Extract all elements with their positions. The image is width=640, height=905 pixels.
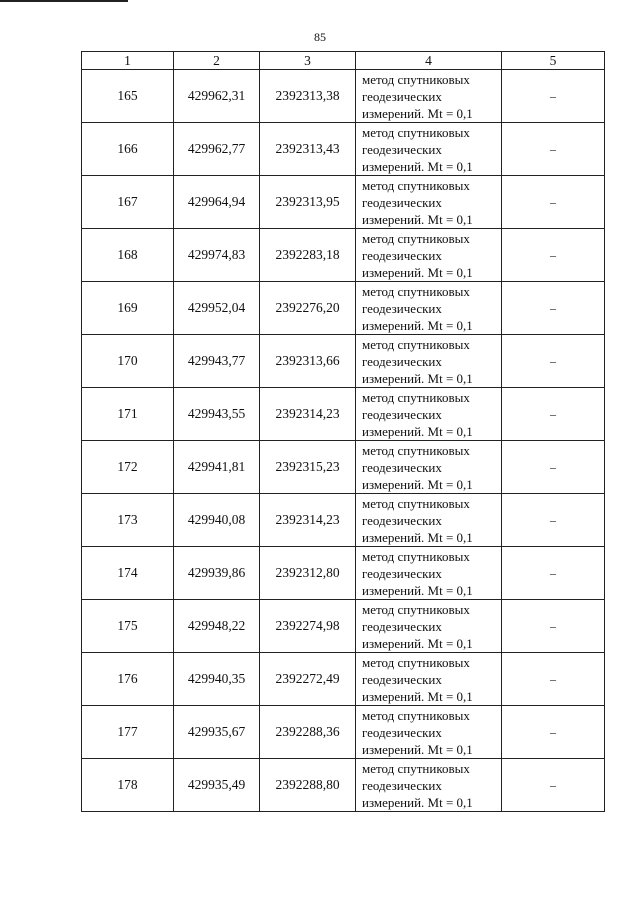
note-cell: –: [502, 229, 605, 282]
method-cell: метод спутниковых геодезических измерений. Mt = 0,1: [356, 653, 502, 706]
point-number-cell: 166: [82, 123, 174, 176]
header-col-5: 5: [502, 52, 605, 70]
y-coordinate-cell: 2392288,80: [260, 759, 356, 812]
x-coordinate-cell: 429948,22: [174, 600, 260, 653]
table-body: [82, 70, 605, 812]
method-cell: метод спутниковых геодезических измерений. Mt = 0,1: [356, 123, 502, 176]
y-coordinate-cell: 2392312,80: [260, 547, 356, 600]
table-row: [82, 388, 605, 441]
method-cell: метод спутниковых геодезических измерений. Mt = 0,1: [356, 759, 502, 812]
point-number-cell: 168: [82, 229, 174, 282]
method-cell: метод спутниковых геодезических измерений. Mt = 0,1: [356, 388, 502, 441]
note-cell: –: [502, 335, 605, 388]
point-number-cell: 167: [82, 176, 174, 229]
point-number-cell: 171: [82, 388, 174, 441]
y-coordinate-cell: 2392283,18: [260, 229, 356, 282]
point-number-cell: 174: [82, 547, 174, 600]
table-row: [82, 706, 605, 759]
x-coordinate-cell: 429962,77: [174, 123, 260, 176]
y-coordinate-cell: 2392276,20: [260, 282, 356, 335]
note-cell: –: [502, 600, 605, 653]
y-coordinate-cell: 2392314,23: [260, 388, 356, 441]
header-row: [82, 52, 605, 70]
table-row: [82, 653, 605, 706]
coordinates-table: [81, 51, 605, 812]
header-col-2: 2: [174, 52, 260, 70]
point-number-cell: 178: [82, 759, 174, 812]
point-number-cell: 170: [82, 335, 174, 388]
table-row: [82, 600, 605, 653]
point-number-cell: 165: [82, 70, 174, 123]
note-cell: –: [502, 706, 605, 759]
note-cell: –: [502, 388, 605, 441]
header-col-4: 4: [356, 52, 502, 70]
method-cell: метод спутниковых геодезических измерений. Mt = 0,1: [356, 282, 502, 335]
x-coordinate-cell: 429940,35: [174, 653, 260, 706]
method-cell: метод спутниковых геодезических измерений. Mt = 0,1: [356, 229, 502, 282]
y-coordinate-cell: 2392288,36: [260, 706, 356, 759]
table-row: [82, 547, 605, 600]
x-coordinate-cell: 429952,04: [174, 282, 260, 335]
method-cell: метод спутниковых геодезических измерений. Mt = 0,1: [356, 547, 502, 600]
point-number-cell: 172: [82, 441, 174, 494]
y-coordinate-cell: 2392313,95: [260, 176, 356, 229]
note-cell: –: [502, 123, 605, 176]
method-cell: метод спутниковых геодезических измерений. Mt = 0,1: [356, 706, 502, 759]
table-row: [82, 759, 605, 812]
y-coordinate-cell: 2392313,66: [260, 335, 356, 388]
x-coordinate-cell: 429962,31: [174, 70, 260, 123]
table-row: [82, 70, 605, 123]
table-row: [82, 335, 605, 388]
note-cell: –: [502, 653, 605, 706]
table-row: [82, 441, 605, 494]
note-cell: –: [502, 441, 605, 494]
y-coordinate-cell: 2392313,38: [260, 70, 356, 123]
note-cell: –: [502, 494, 605, 547]
point-number-cell: 176: [82, 653, 174, 706]
x-coordinate-cell: 429935,49: [174, 759, 260, 812]
header-col-1: 1: [82, 52, 174, 70]
method-cell: метод спутниковых геодезических измерений. Mt = 0,1: [356, 494, 502, 547]
point-number-cell: 177: [82, 706, 174, 759]
method-cell: метод спутниковых геодезических измерений. Mt = 0,1: [356, 441, 502, 494]
y-coordinate-cell: 2392315,23: [260, 441, 356, 494]
y-coordinate-cell: 2392272,49: [260, 653, 356, 706]
table-header: [82, 52, 605, 70]
method-cell: метод спутниковых геодезических измерений. Mt = 0,1: [356, 600, 502, 653]
x-coordinate-cell: 429940,08: [174, 494, 260, 547]
method-cell: метод спутниковых геодезических измерений. Mt = 0,1: [356, 70, 502, 123]
header-col-3: 3: [260, 52, 356, 70]
point-number-cell: 175: [82, 600, 174, 653]
x-coordinate-cell: 429939,86: [174, 547, 260, 600]
top-rule: [0, 0, 128, 2]
point-number-cell: 169: [82, 282, 174, 335]
point-number-cell: 173: [82, 494, 174, 547]
method-cell: метод спутниковых геодезических измерений. Mt = 0,1: [356, 335, 502, 388]
x-coordinate-cell: 429974,83: [174, 229, 260, 282]
note-cell: –: [502, 547, 605, 600]
note-cell: –: [502, 70, 605, 123]
x-coordinate-cell: 429964,94: [174, 176, 260, 229]
table-row: [82, 123, 605, 176]
method-cell: метод спутниковых геодезических измерений. Mt = 0,1: [356, 176, 502, 229]
x-coordinate-cell: 429943,55: [174, 388, 260, 441]
y-coordinate-cell: 2392314,23: [260, 494, 356, 547]
page-number: 85: [314, 30, 326, 44]
table-row: [82, 229, 605, 282]
x-coordinate-cell: 429941,81: [174, 441, 260, 494]
note-cell: –: [502, 282, 605, 335]
table-row: [82, 176, 605, 229]
x-coordinate-cell: 429935,67: [174, 706, 260, 759]
note-cell: –: [502, 759, 605, 812]
y-coordinate-cell: 2392274,98: [260, 600, 356, 653]
x-coordinate-cell: 429943,77: [174, 335, 260, 388]
table-row: [82, 494, 605, 547]
table-row: [82, 282, 605, 335]
note-cell: –: [502, 176, 605, 229]
y-coordinate-cell: 2392313,43: [260, 123, 356, 176]
